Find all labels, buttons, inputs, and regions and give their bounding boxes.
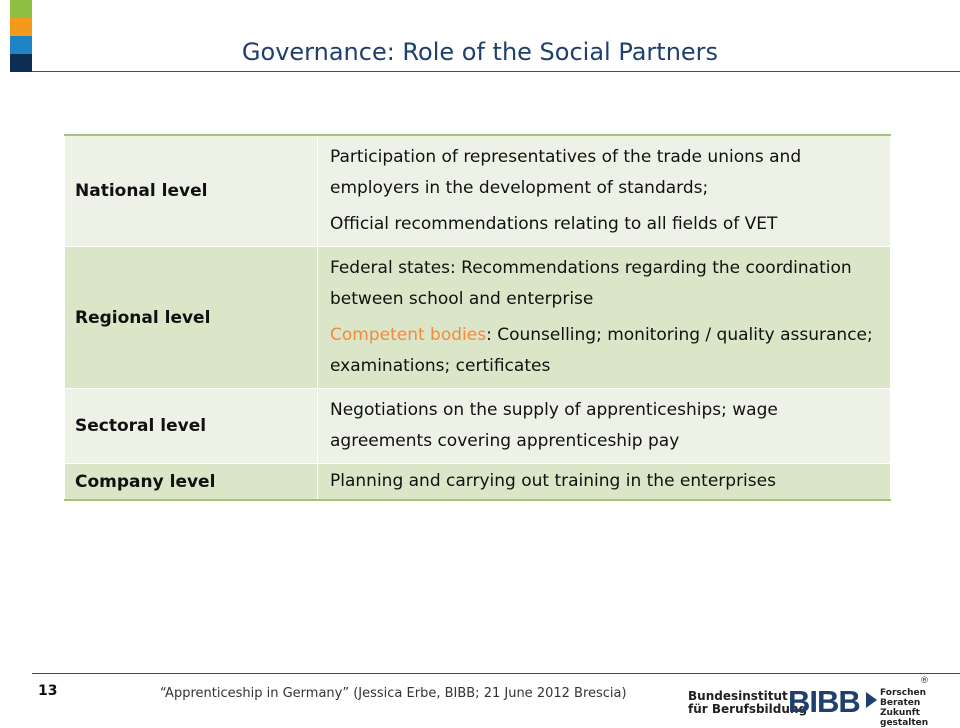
level-label: National level [65,135,318,247]
registered-mark: ® [920,676,929,686]
logo-slogan [880,688,960,728]
table-row [65,389,891,464]
level-description: Negotiations on the supply of apprenticeships; wage agreements covering apprenticeship pay [318,389,891,464]
table-row [65,247,891,389]
footer-divider [32,673,960,674]
level-label: Company level [65,464,318,501]
institute-line: für Berufsbildung [688,702,808,716]
description-line: Official recommendations relating to all fields of VET [330,214,778,234]
logo-arrow-icon [866,692,877,708]
page-number: 13 [38,683,58,699]
accent-green [10,0,32,18]
level-description [318,135,891,247]
description-line: Participation of representatives of the trade unions and employers in the development of standards; [330,147,802,198]
level-label: Sectoral level [65,389,318,464]
level-description [318,247,891,389]
governance-table [64,134,891,501]
level-label: Regional level [65,247,318,389]
description-rest: : Counselling; monitoring / quality assurance; examinations; certificates [330,325,873,376]
table-row [65,464,891,501]
competent-bodies-link-text: Competent bodies [330,325,487,345]
slide-title: Governance: Role of the Social Partners [241,38,719,66]
slogan-line: Zukunft gestalten [880,708,929,728]
title-divider [32,71,960,72]
description-line [330,320,880,382]
accent-orange [10,18,32,36]
institute-line: Bundesinstitut [688,689,788,703]
bibb-logo: BIBB [788,684,860,719]
slogan-line: Forschen [880,688,927,698]
table-row [65,135,891,247]
slogan-line: Beraten [880,698,921,708]
level-description: Planning and carrying out training in the enterprises [318,464,891,501]
footer-citation: “Apprenticeship in Germany” (Jessica Erbe, BIBB; 21 June 2012 Brescia) [160,686,627,701]
description-line: Federal states: Recommendations regarding the coordination between school and enterprise [330,258,852,309]
